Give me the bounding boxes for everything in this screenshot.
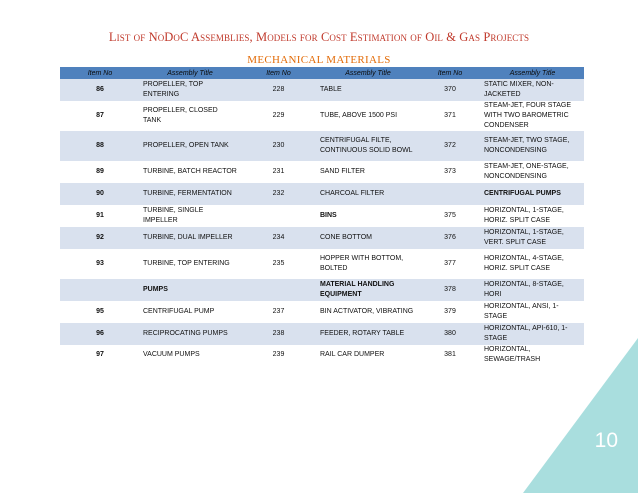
table-cell: PUMPS [140, 279, 240, 301]
table-cell: 229 [240, 101, 317, 131]
table-cell: RAIL CAR DUMPER [317, 345, 419, 365]
table-row [60, 79, 584, 101]
table-cell: BINS [317, 205, 419, 227]
table-cell [240, 279, 317, 301]
table-cell: 90 [60, 183, 140, 205]
table-row [60, 131, 584, 161]
table-cell: SAND FILTER [317, 161, 419, 183]
table-cell: 97 [60, 345, 140, 365]
table-cell: CENTRIFUGAL PUMP [140, 301, 240, 323]
table-cell: 89 [60, 161, 140, 183]
table-cell: PROPELLER, OPEN TANK [140, 131, 240, 161]
table-cell: PROPELLER, TOP ENTERING [140, 79, 240, 101]
table-cell: BIN ACTIVATOR, VIBRATING [317, 301, 419, 323]
table-cell: TABLE [317, 79, 419, 101]
table-cell: 86 [60, 79, 140, 101]
table-cell: CONE BOTTOM [317, 227, 419, 249]
table-row [60, 323, 584, 345]
table-row [60, 249, 584, 279]
table-cell: HORIZONTAL, 1-STAGE, HORIZ. SPLIT CASE [481, 205, 584, 227]
table-cell: 93 [60, 249, 140, 279]
table-cell [240, 205, 317, 227]
table-cell: RECIPROCATING PUMPS [140, 323, 240, 345]
table-row [60, 227, 584, 249]
table-cell: STEAM-JET, TWO STAGE, NONCONDENSING [481, 131, 584, 161]
table-cell: 377 [419, 249, 481, 279]
table-cell: 380 [419, 323, 481, 345]
table-cell [419, 183, 481, 205]
corner-decoration [523, 338, 638, 493]
table-cell: TURBINE, DUAL IMPELLER [140, 227, 240, 249]
table-row [60, 161, 584, 183]
table-cell: 238 [240, 323, 317, 345]
column-header: Assembly Title [140, 67, 240, 79]
page-title: List of NoDoC Assemblies, Models for Cost Estimation of Oil & Gas Projects [108, 30, 530, 44]
table-cell: STATIC MIXER, NON-JACKETED [481, 79, 584, 101]
table-row [60, 101, 584, 131]
table-cell: 375 [419, 205, 481, 227]
table-cell: 373 [419, 161, 481, 183]
table-header-row [60, 67, 584, 79]
table-cell: CENTRIFUGAL FILTE, CONTINUOUS SOLID BOWL [317, 131, 419, 161]
table-cell: HOPPER WITH BOTTOM, BOLTED [317, 249, 419, 279]
table-row [60, 279, 584, 301]
table-cell: 234 [240, 227, 317, 249]
table-cell: 88 [60, 131, 140, 161]
table-cell: HORIZONTAL, API-610, 1-STAGE [481, 323, 584, 345]
table-cell: 91 [60, 205, 140, 227]
table-cell: 92 [60, 227, 140, 249]
table-row [60, 205, 584, 227]
table-cell: CHARCOAL FILTER [317, 183, 419, 205]
table-cell: 372 [419, 131, 481, 161]
table-cell: HORIZONTAL, 4-STAGE, HORIZ. SPLIT CASE [481, 249, 584, 279]
table-cell: 87 [60, 101, 140, 131]
table-cell: TURBINE, FERMENTATION [140, 183, 240, 205]
table-cell: 96 [60, 323, 140, 345]
table-cell: HORIZONTAL, 8-STAGE, HORI [481, 279, 584, 301]
table-row [60, 183, 584, 205]
table-cell: 231 [240, 161, 317, 183]
table-cell: 95 [60, 301, 140, 323]
column-header: Item No [60, 67, 140, 79]
table-cell: TURBINE, BATCH REACTOR [140, 161, 240, 183]
table-cell: 381 [419, 345, 481, 365]
table-cell: 237 [240, 301, 317, 323]
page-number: 10 [594, 429, 618, 452]
section-subtitle: MECHANICAL MATERIALS [247, 54, 391, 66]
table-row [60, 301, 584, 323]
table-cell: TURBINE, TOP ENTERING [140, 249, 240, 279]
table-cell: HORIZONTAL, ANSI, 1-STAGE [481, 301, 584, 323]
table-cell: 378 [419, 279, 481, 301]
table-cell: 371 [419, 101, 481, 131]
column-header: Assembly Title [317, 67, 419, 79]
table-cell: MATERIAL HANDLING EQUIPMENT [317, 279, 419, 301]
column-header: Item No [240, 67, 317, 79]
table-cell: 232 [240, 183, 317, 205]
table-row [60, 345, 584, 365]
table-cell: HORIZONTAL, SEWAGE/TRASH [481, 345, 584, 365]
column-header: Assembly Title [481, 67, 584, 79]
table-cell: 370 [419, 79, 481, 101]
table-cell: TUBE, ABOVE 1500 PSI [317, 101, 419, 131]
table-cell [60, 279, 140, 301]
table-cell: PROPELLER, CLOSED TANK [140, 101, 240, 131]
table-cell: 379 [419, 301, 481, 323]
table-cell: FEEDER, ROTARY TABLE [317, 323, 419, 345]
table-cell: STEAM-JET, FOUR STAGE WITH TWO BAROMETRIC CONDENSER [481, 101, 584, 131]
table-cell: 230 [240, 131, 317, 161]
table-cell: TURBINE, SINGLE IMPELLER [140, 205, 240, 227]
table-cell: HORIZONTAL, 1-STAGE, VERT. SPLIT CASE [481, 227, 584, 249]
table-cell: 228 [240, 79, 317, 101]
assembly-table [60, 67, 584, 365]
table-cell: 235 [240, 249, 317, 279]
table-cell: VACUUM PUMPS [140, 345, 240, 365]
table-cell: STEAM-JET, ONE-STAGE, NONCONDENSING [481, 161, 584, 183]
table-cell: CENTRIFUGAL PUMPS [481, 183, 584, 205]
column-header: Item No [419, 67, 481, 79]
table-cell: 239 [240, 345, 317, 365]
table-cell: 376 [419, 227, 481, 249]
